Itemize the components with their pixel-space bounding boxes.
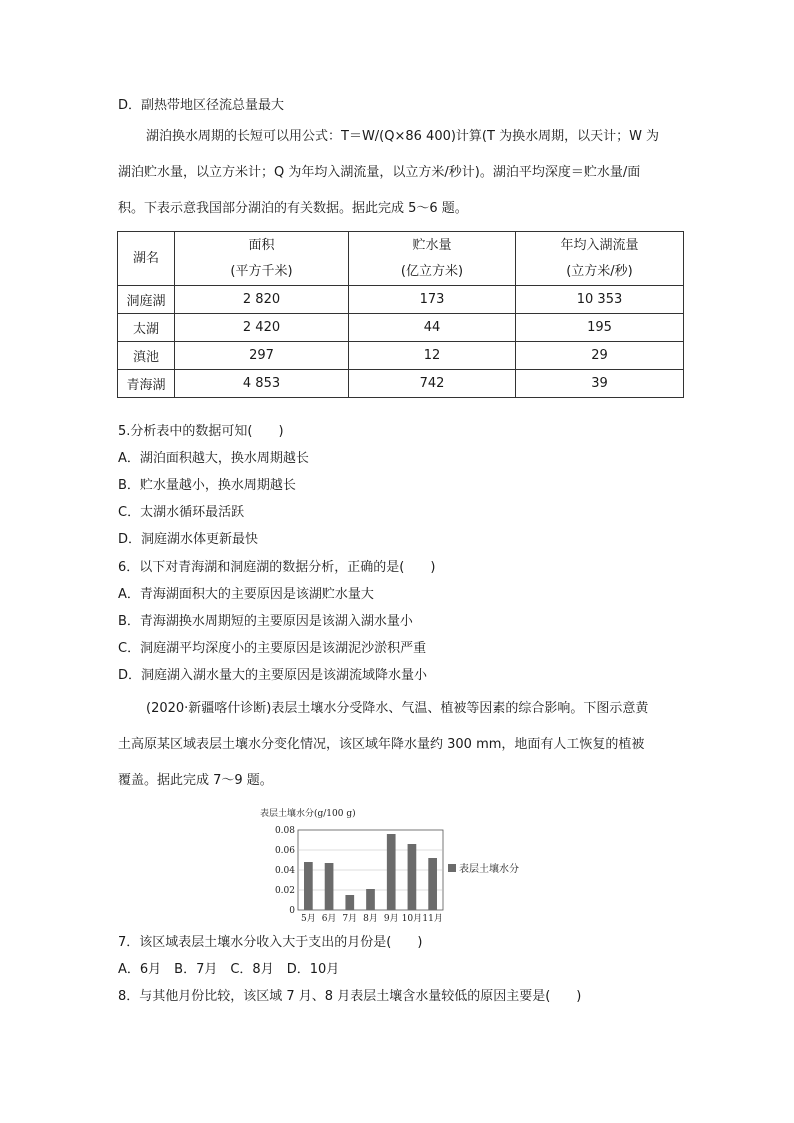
y-tick-label: 0.08: [274, 826, 295, 836]
x-tick-label: 7月: [342, 914, 358, 924]
question-5-option-c: C．太湖水循环最活跃: [118, 505, 245, 520]
question-5: 5.分析表中的数据可知( ): [118, 424, 284, 439]
table-row: [118, 286, 684, 314]
cell-lake: 青海湖: [118, 370, 175, 398]
soil-intro-line-1: (2020·新疆喀什诊断)表层土壤水分受降水、气温、植被等因素的综合影响。下图示意黄: [146, 701, 649, 716]
y-tick-label: 0.04: [274, 866, 295, 876]
soil-intro-line-3: 覆盖。据此完成 7～9 题。: [118, 773, 273, 788]
header-storage: 贮水量 (亿立方米): [349, 232, 516, 286]
header-lake-name: 湖名: [118, 232, 175, 286]
table-header-row: [118, 232, 684, 286]
question-7-options: A．6月 B．7月 C．8月 D．10月: [118, 962, 340, 977]
cell-lake: 太湖: [118, 314, 175, 342]
lake-data-table: [117, 231, 684, 398]
soil-moisture-chart: [255, 800, 545, 930]
y-tick-label: 0.02: [274, 886, 295, 896]
lake-intro-line-1: 湖泊换水周期的长短可以用公式：T＝W/(Q×86 400)计算(T 为换水周期，以天计；W 为: [146, 129, 660, 144]
question-5-option-b: B．贮水量越小，换水周期越长: [118, 478, 296, 493]
prev-question-option-d: D．副热带地区径流总量最大: [118, 98, 285, 113]
cell-lake: 洞庭湖: [118, 286, 175, 314]
lake-intro-line-3: 积。下表示意我国部分湖泊的有关数据。据此完成 5～6 题。: [118, 201, 468, 216]
bar: [304, 862, 313, 910]
bar: [408, 844, 417, 910]
cell-area: 297: [175, 342, 349, 370]
table-row: [118, 370, 684, 398]
bar: [387, 834, 396, 910]
header-inflow: 年均入湖流量 (立方米/秒): [516, 232, 684, 286]
question-6-option-a: A．青海湖面积大的主要原因是该湖贮水量大: [118, 587, 374, 602]
cell-storage: 44: [349, 314, 516, 342]
question-6: 6．以下对青海湖和洞庭湖的数据分析，正确的是( ): [118, 560, 436, 575]
soil-moisture-chart-svg: [255, 800, 545, 930]
x-tick-label: 8月: [363, 914, 378, 924]
table-row: [118, 342, 684, 370]
lake-intro-line-2: 湖泊贮水量，以立方米计；Q 为年均入湖流量，以立方米/秒计)。湖泊平均深度＝贮水量/面: [118, 165, 641, 180]
cell-inflow: 10 353: [516, 286, 684, 314]
y-tick-label: 0: [289, 906, 295, 916]
question-6-option-c: C．洞庭湖平均深度小的主要原因是该湖泥沙淤积严重: [118, 641, 427, 656]
question-6-option-d: D．洞庭湖入湖水量大的主要原因是该湖流域降水量小: [118, 668, 428, 683]
question-6-option-b: B．青海湖换水周期短的主要原因是该湖入湖水量小: [118, 614, 413, 629]
soil-intro-line-2: 土高原某区域表层土壤水分变化情况，该区域年降水量约 300 mm，地面有人工恢复的植被: [118, 737, 645, 752]
x-tick-label: 9月: [383, 914, 399, 924]
question-7: 7．该区域表层土壤水分收入大于支出的月份是( ): [118, 935, 423, 950]
cell-storage: 173: [349, 286, 516, 314]
cell-inflow: 29: [516, 342, 684, 370]
cell-area: 4 853: [175, 370, 349, 398]
bar: [428, 858, 437, 910]
question-5-option-a: A．湖泊面积越大，换水周期越长: [118, 451, 309, 466]
bar: [366, 889, 375, 910]
x-tick-label: 10月: [401, 914, 423, 924]
x-tick-label: 5月: [300, 914, 316, 924]
legend-swatch: [448, 864, 456, 872]
cell-storage: 12: [349, 342, 516, 370]
y-tick-label: 0.06: [274, 846, 295, 856]
bar: [325, 863, 334, 910]
cell-area: 2 420: [175, 314, 349, 342]
cell-storage: 742: [349, 370, 516, 398]
x-tick-label: 11月: [422, 914, 443, 924]
header-area: 面积 (平方千米): [175, 232, 349, 286]
question-5-option-d: D．洞庭湖水体更新最快: [118, 532, 259, 547]
cell-inflow: 39: [516, 370, 684, 398]
x-tick-label: 6月: [321, 914, 337, 924]
bar: [345, 895, 354, 910]
cell-inflow: 195: [516, 314, 684, 342]
legend-label: 表层土壤水分: [459, 864, 519, 875]
y-axis-label: 表层土壤水分(g/100 g): [260, 809, 356, 819]
cell-area: 2 820: [175, 286, 349, 314]
question-8: 8．与其他月份比较，该区域 7 月、8 月表层土壤含水量较低的原因主要是( ): [118, 989, 582, 1004]
cell-lake: 滇池: [118, 342, 175, 370]
table-row: [118, 314, 684, 342]
